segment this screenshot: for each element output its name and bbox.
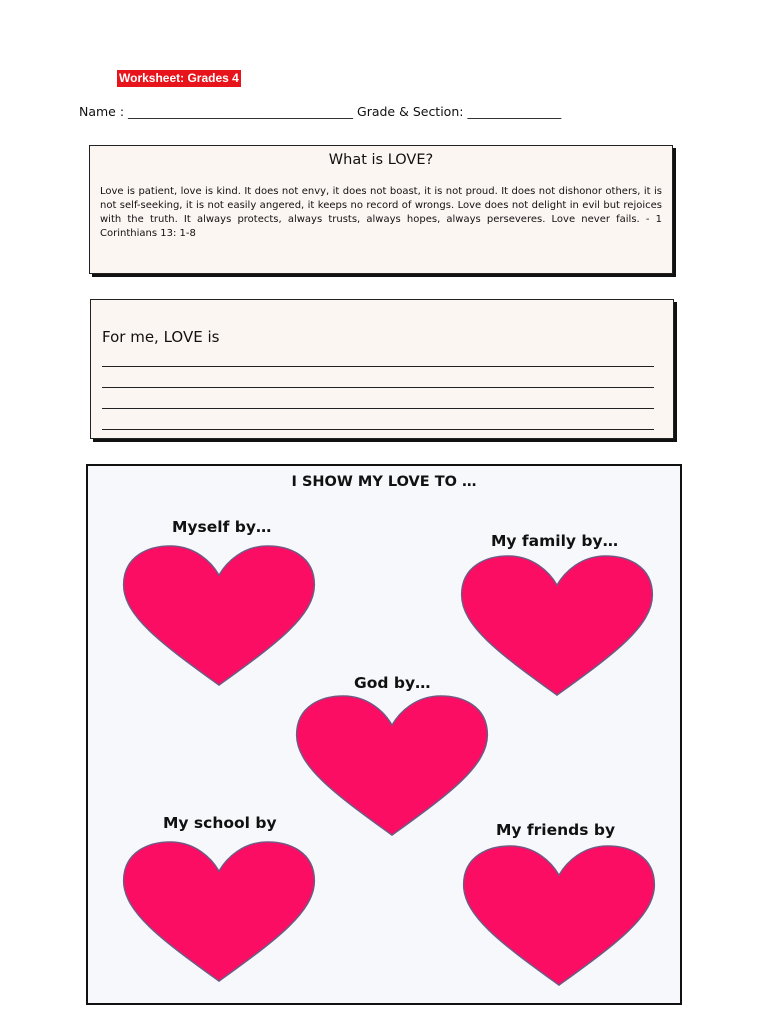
for-me-love-label: For me, LOVE is xyxy=(102,328,220,346)
heart-label-friends: My friends by xyxy=(496,821,616,839)
name-grade-section-line: Name : ____________________________________ Grade & Section: _______________ xyxy=(79,104,562,119)
what-is-love-box xyxy=(89,145,673,274)
writing-line xyxy=(102,387,654,388)
writing-line xyxy=(102,366,654,367)
bible-verse-text: Love is patient, love is kind. It does not envy, it does not boast, it is not proud. It does not dishonor others, it is not self-seeking, it is not easily angered, it keeps no record of wrongs. Love does not delight in evil but rejoices with the truth. It always protects, always trusts, always hopes, always perseveres. Love never fails. - 1 Corinthians 13: 1-8 xyxy=(100,186,662,239)
show-my-love-heading: I SHOW MY LOVE TO … xyxy=(291,474,477,490)
heart-label-school: My school by xyxy=(163,814,277,832)
worksheet-badge: Worksheet: Grades 4 xyxy=(119,71,239,85)
writing-line xyxy=(102,408,654,409)
heart-school xyxy=(121,840,317,986)
heart-family xyxy=(459,554,655,700)
writing-line xyxy=(102,429,654,430)
show-my-love-box xyxy=(86,464,682,1005)
heart-friends xyxy=(461,844,657,990)
what-is-love-title: What is LOVE? xyxy=(328,152,434,168)
for-me-love-box xyxy=(90,299,674,439)
heart-god xyxy=(294,694,490,840)
heart-label-myself: Myself by… xyxy=(172,518,272,536)
heart-label-family: My family by… xyxy=(491,532,619,550)
heart-label-god: God by… xyxy=(354,674,431,692)
heart-myself xyxy=(121,544,317,690)
